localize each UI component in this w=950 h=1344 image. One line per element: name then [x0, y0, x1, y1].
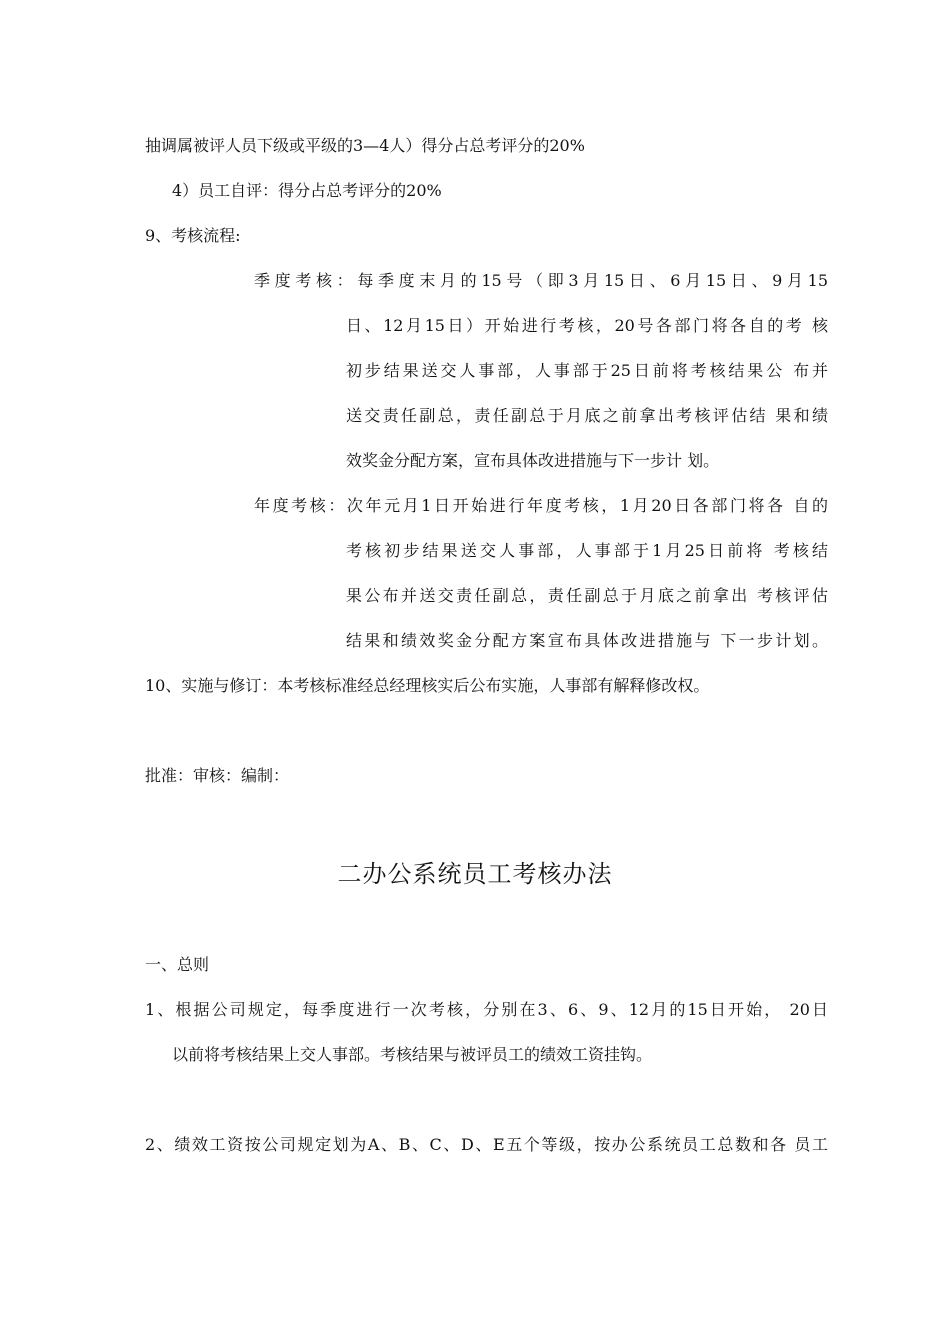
- quarterly-review-line-1: 季度考核：每季度末月的15号（即3月15日、6月15日、9月15: [254, 271, 828, 290]
- section-10-implementation: 10、实施与修订：本考核标准经总经理核实后公布实施，人事部有解释修改权。: [145, 676, 710, 695]
- quarterly-review-line-4: 送交责任副总，责任副总于月底之前拿出考核评估结 果和绩: [346, 406, 828, 425]
- annual-review-line-2: 考核初步结果送交人事部，人事部于1月25日前将 考核结: [346, 541, 828, 560]
- quarterly-review-line-5: 效奖金分配方案，宣布具体改进措施与下一步计 划。: [346, 451, 720, 470]
- quarterly-review-line-3: 初步结果送交人事部，人事部于25日前将考核结果公 布并: [346, 361, 828, 380]
- approval-signatures: 批准：审核：编制：: [145, 766, 290, 785]
- annual-review-line-4: 结果和绩效奖金分配方案宣布具体改进措施与 下一步计划。: [346, 631, 828, 650]
- general-principles-heading: 一、总则: [145, 955, 210, 974]
- text-line-2: 4）员工自评：得分占总考评分的20%: [172, 181, 442, 200]
- annual-review-line-3: 果公布并送交责任副总，责任副总于月底之前拿出 考核评估: [346, 586, 828, 605]
- quarterly-review-line-2: 日、12月15日）开始进行考核，20号各部门将各自的考 核: [346, 316, 828, 335]
- rule-1-line-1: 1、根据公司规定，每季度进行一次考核，分别在3、6、9、12月的15日开始， 20日: [145, 1000, 828, 1019]
- section-9-heading: 9、考核流程:: [145, 226, 241, 245]
- rule-2-line-1: 2、绩效工资按公司规定划为A、B、C、D、E五个等级，按办公系统员工总数和各 员工: [145, 1135, 828, 1154]
- annual-review-line-1: 年度考核：次年元月1日开始进行年度考核，1月20日各部门将各 自的: [254, 496, 828, 515]
- text-line-1: 抽调属被评人员下级或平级的3—4人）得分占总考评分的20%: [145, 136, 585, 155]
- rule-1-line-2: 以前将考核结果上交人事部。考核结果与被评员工的绩效工资挂钩。: [172, 1045, 653, 1064]
- document-title: 二办公系统员工考核办法: [337, 860, 613, 888]
